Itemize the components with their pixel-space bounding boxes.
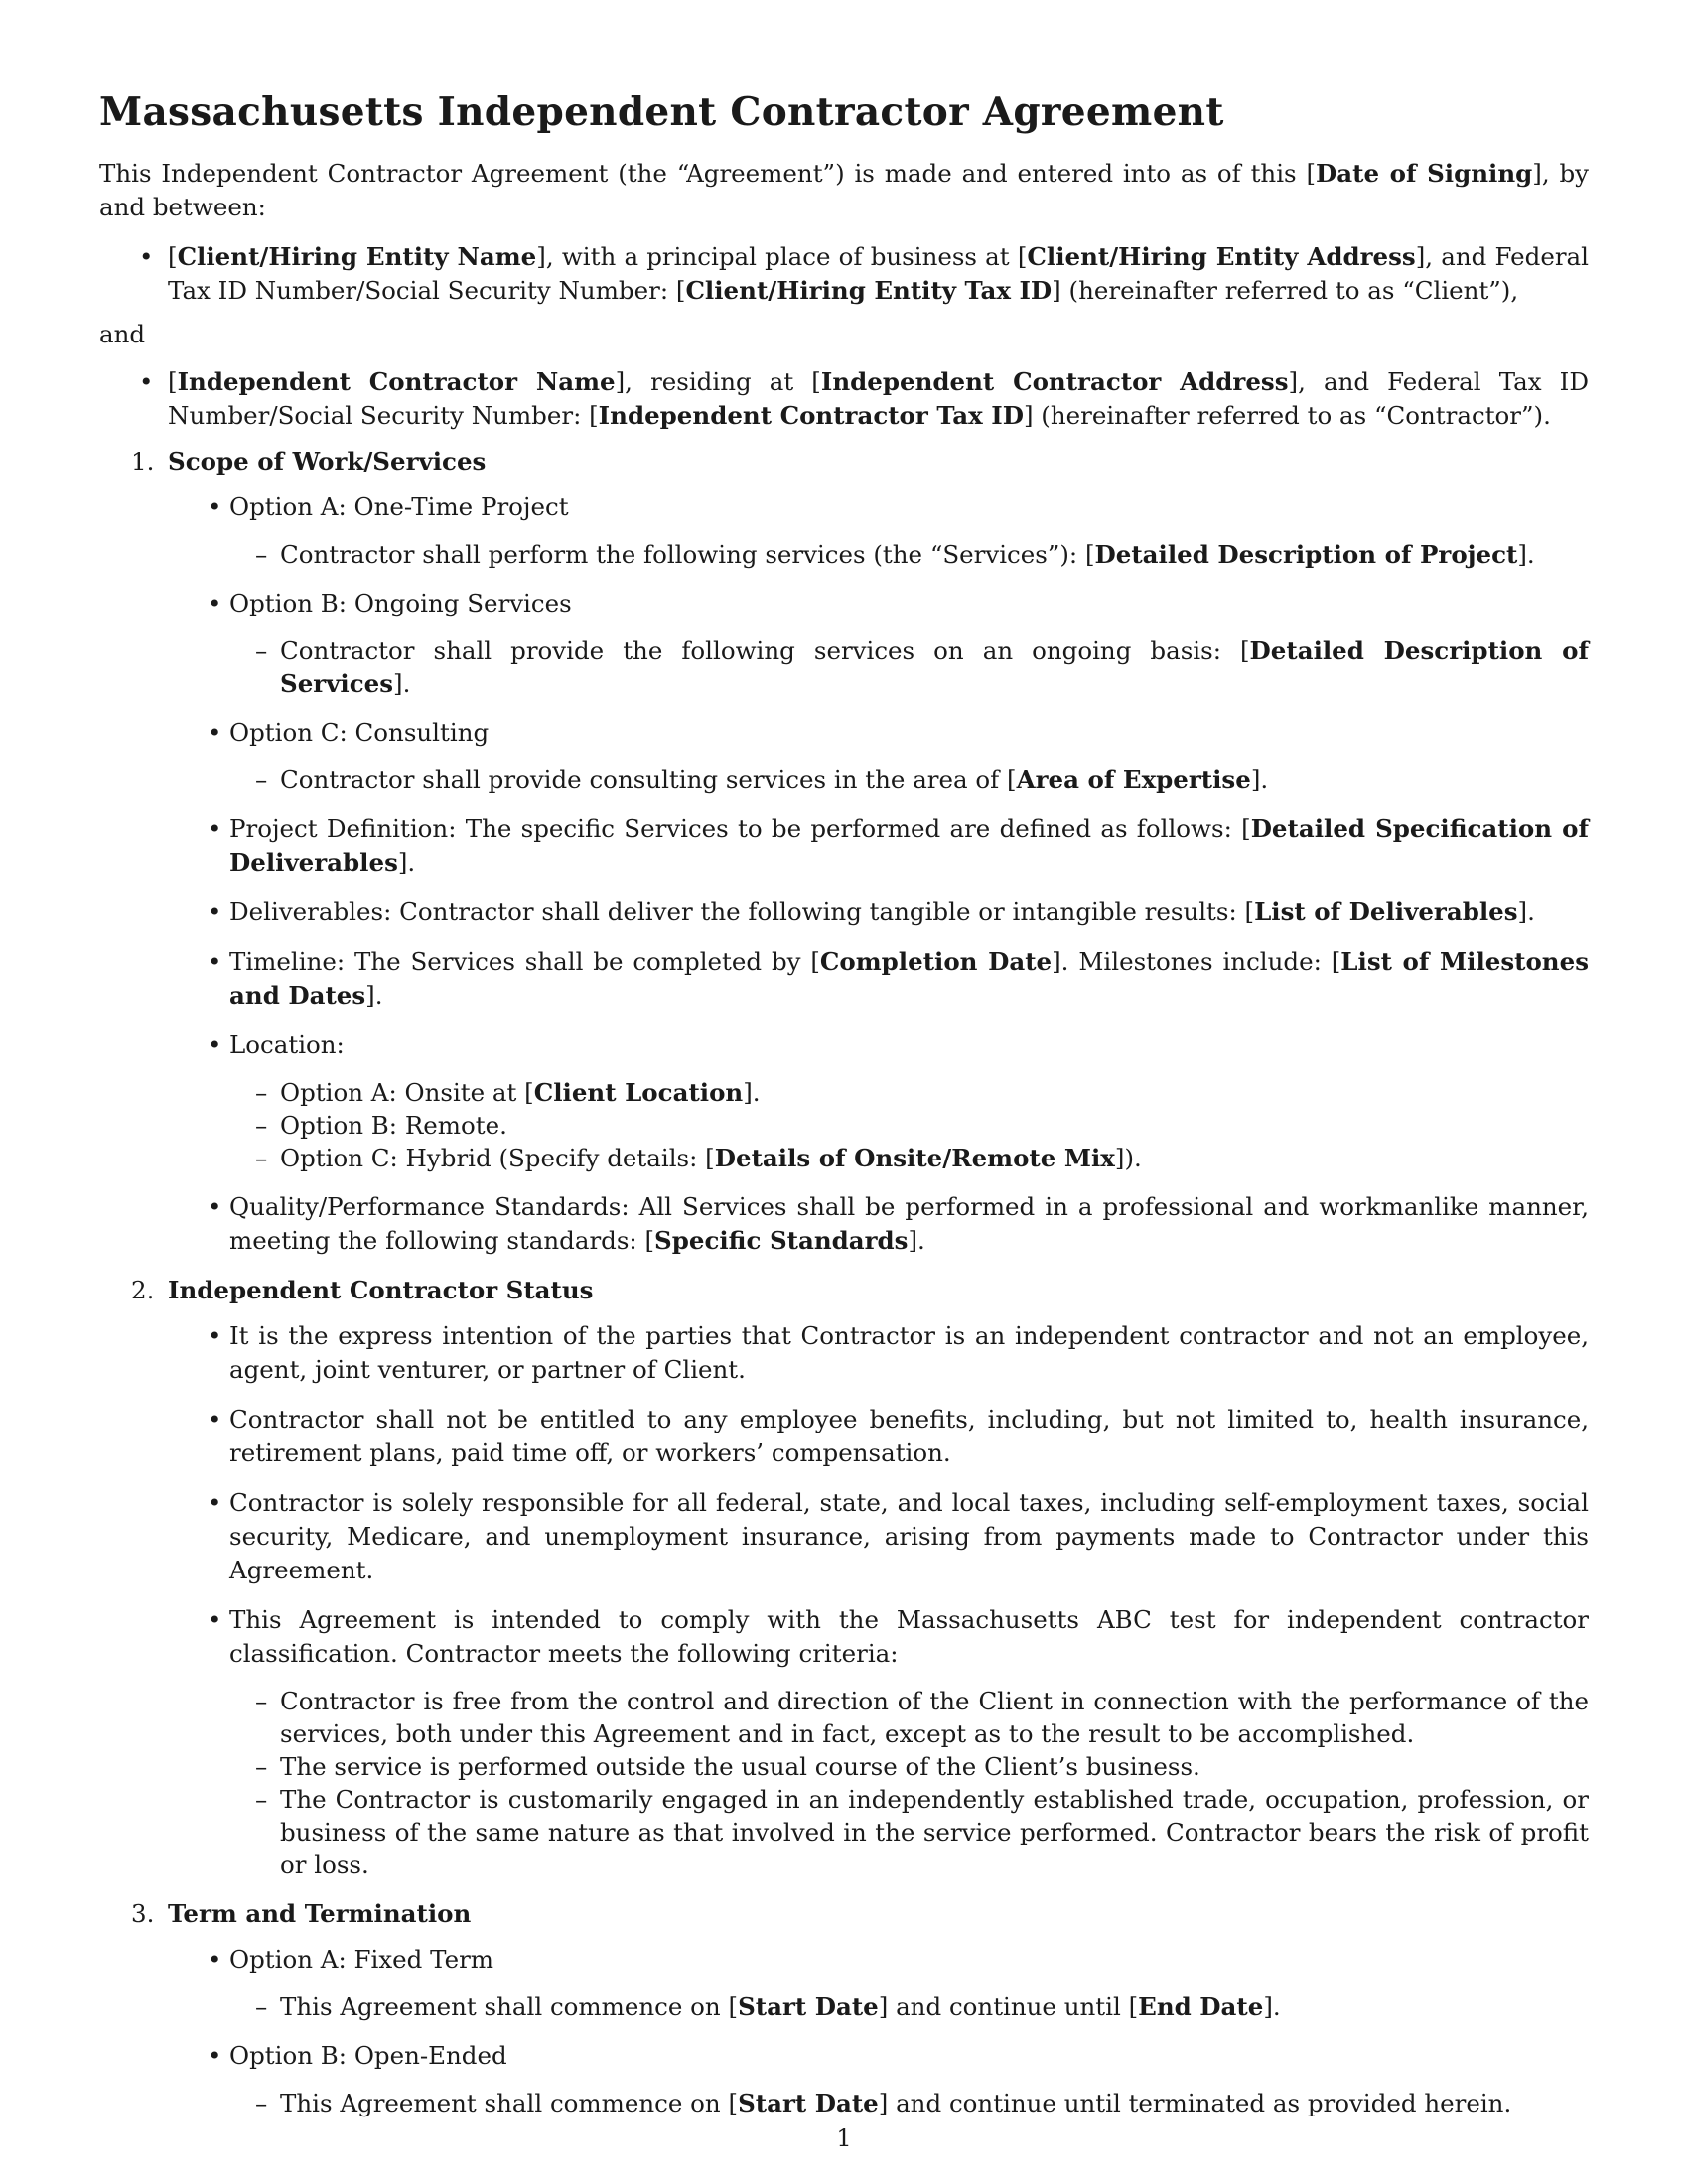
section-number: 2. xyxy=(131,1276,155,1304)
sections-list xyxy=(99,445,1589,2119)
contractor-tax-id-placeholder: Independent Contractor Tax ID xyxy=(598,401,1024,430)
list-item: • It is the express intention of the parties that Contractor is an independent contractor and not an employee, agent, joint venturer, or partner of Client. xyxy=(168,1319,1589,1387)
placeholder: List of Milestones and Dates xyxy=(229,947,1589,1010)
list-item xyxy=(168,1943,1589,2023)
section-contractor-status xyxy=(99,1274,1589,1881)
list-item: • Contractor shall not be entitled to any employee benefits, including, but not limited to, health insurance, retirement plans, paid time off, or workers’ compensation. xyxy=(168,1403,1589,1470)
option-label: Option B: Open-Ended xyxy=(229,2041,507,2070)
list-item xyxy=(168,812,1589,880)
list-item xyxy=(229,763,1589,796)
text: ], and Federal Tax ID Number/Social Security Number: [ xyxy=(168,242,1589,305)
text: ]. xyxy=(393,669,411,698)
section-scope-of-work xyxy=(99,445,1589,1258)
text: ]. xyxy=(1263,1992,1281,2021)
client-name-placeholder: Client/Hiring Entity Name xyxy=(177,242,537,271)
date-of-signing-placeholder: Date of Signing xyxy=(1316,159,1533,188)
text: ]. xyxy=(365,981,383,1010)
list-item xyxy=(229,1142,1589,1174)
placeholder: Area of Expertise xyxy=(1016,765,1251,794)
option-label: Option C: Consulting xyxy=(229,718,490,747)
text: Project Definition: The specific Services to be performed are defined as follows: [ xyxy=(229,814,1251,843)
section-number: 1. xyxy=(131,447,155,476)
list-item xyxy=(168,1190,1589,1258)
list-item xyxy=(229,1990,1589,2023)
placeholder: Details of Onsite/Remote Mix xyxy=(714,1144,1115,1172)
placeholder: List of Deliverables xyxy=(1254,897,1518,926)
text: Contractor shall provide consulting services in the area of [ xyxy=(280,765,1017,794)
text: ] and continue until terminated as provided herein. xyxy=(878,2089,1512,2117)
sublist xyxy=(229,763,1589,796)
list-item xyxy=(229,538,1589,571)
sublist xyxy=(229,2087,1589,2119)
placeholder: Detailed Specification of Deliverables xyxy=(229,814,1589,877)
text: ]). xyxy=(1114,1144,1142,1172)
client-address-placeholder: Client/Hiring Entity Address xyxy=(1027,242,1416,271)
placeholder: Detailed Description of Services xyxy=(280,636,1589,698)
text: Contractor shall provide the following services on an ongoing basis: [ xyxy=(280,636,1250,665)
list-item: • Contractor is solely responsible for all federal, state, and local taxes, including self-employment taxes, social security, Medicare, and unemployment insurance, arising from payments made to Contractor under this Agreement. xyxy=(168,1486,1589,1587)
intro-text: This Independent Contractor Agreement (the “Agreement”) is made and entered into as of this [ xyxy=(99,159,1316,188)
text: ], and Federal Tax ID Number/Social Security Number: [ xyxy=(168,367,1589,430)
sublist xyxy=(229,538,1589,571)
party-contractor xyxy=(99,365,1589,433)
option-label: Option B: Ongoing Services xyxy=(229,589,572,617)
text: ], with a principal place of business at [ xyxy=(536,242,1028,271)
list-item xyxy=(229,1109,1589,1142)
text: ]. Milestones include: [ xyxy=(1052,947,1341,976)
placeholder: Start Date xyxy=(738,1992,879,2021)
parties-list xyxy=(99,240,1589,308)
and-connector: and xyxy=(99,320,146,348)
text: Option C: Hybrid (Specify details: [ xyxy=(280,1144,715,1172)
list-item xyxy=(229,2087,1589,2119)
text: Timeline: The Services shall be completed by [ xyxy=(229,947,820,976)
text: ] (hereinafter referred to as “Contractor”). xyxy=(1023,401,1551,430)
text: This Agreement is intended to comply with the Massachusetts ABC test for independent contractor classification. Contractor meets the following criteria: xyxy=(229,1605,1589,1668)
list-item: – The Contractor is customarily engaged in an independently established trade, occupation, profession, or business of the same nature as that involved in the service performed. Contractor bears the risk of profit or loss. xyxy=(229,1783,1589,1881)
scope-list xyxy=(168,490,1589,1258)
intro-text: ], by and between: xyxy=(99,159,1589,221)
text: ] and continue until [ xyxy=(878,1992,1139,2021)
list-item xyxy=(229,634,1589,700)
option-label: Location: xyxy=(229,1030,345,1059)
text: ] (hereinafter referred to as “Client”), xyxy=(1052,276,1519,305)
text: Contractor shall perform the following services (the “Services”): [ xyxy=(280,540,1095,569)
list-item: – Contractor is free from the control and direction of the Client in connection with the performance of the services, both under this Agreement and in fact, except as to the result to be accomplished. xyxy=(229,1685,1589,1750)
text: ]. xyxy=(743,1078,761,1107)
text: [ xyxy=(168,367,178,396)
placeholder: Client Location xyxy=(533,1078,744,1107)
contractor-address-placeholder: Independent Contractor Address xyxy=(820,367,1289,396)
text: Option A: Onsite at [ xyxy=(280,1078,534,1107)
criteria-list xyxy=(229,1685,1589,1881)
placeholder: Start Date xyxy=(738,2089,879,2117)
section-term-termination xyxy=(99,1897,1589,2119)
section-number: 3. xyxy=(131,1899,155,1928)
page-number: 1 xyxy=(836,2124,852,2152)
text: Deliverables: Contractor shall deliver the following tangible or intangible results: [ xyxy=(229,897,1255,926)
parties-list xyxy=(99,365,1589,433)
placeholder: Completion Date xyxy=(819,947,1053,976)
text: ]. xyxy=(1250,765,1269,794)
placeholder: Specific Standards xyxy=(654,1226,909,1255)
text: This Agreement shall commence on [ xyxy=(280,2089,739,2117)
party-client xyxy=(99,240,1589,308)
list-item xyxy=(168,490,1589,571)
text: Option B: Remote. xyxy=(280,1111,507,1140)
text: ]. xyxy=(1517,540,1535,569)
text: ]. xyxy=(397,848,416,877)
section-title: Term and Termination xyxy=(168,1899,472,1928)
placeholder: Detailed Description of Project xyxy=(1094,540,1518,569)
text: ], residing at [ xyxy=(615,367,821,396)
section-title: Independent Contractor Status xyxy=(168,1276,594,1304)
contractor-name-placeholder: Independent Contractor Name xyxy=(177,367,616,396)
sublist xyxy=(229,634,1589,700)
option-label: Option A: One-Time Project xyxy=(229,492,569,521)
client-tax-id-placeholder: Client/Hiring Entity Tax ID xyxy=(685,276,1053,305)
list-item xyxy=(168,716,1589,796)
sublist xyxy=(229,1076,1589,1174)
section-title: Scope of Work/Services xyxy=(168,447,487,476)
text: [ xyxy=(168,242,178,271)
list-item xyxy=(168,945,1589,1013)
list-item xyxy=(229,1076,1589,1109)
list-item xyxy=(168,895,1589,929)
option-label: Option A: Fixed Term xyxy=(229,1945,494,1974)
text: ]. xyxy=(908,1226,925,1255)
list-item: – The service is performed outside the usual course of the Client’s business. xyxy=(229,1750,1589,1783)
sublist xyxy=(229,1990,1589,2023)
document-title: Massachusetts Independent Contractor Agreement xyxy=(99,89,1224,135)
list-item xyxy=(168,1028,1589,1174)
list-item xyxy=(168,2039,1589,2119)
text: ]. xyxy=(1517,897,1535,926)
text: Quality/Performance Standards: All Services shall be performed in a professional and workmanlike manner, meeting the following standards: [ xyxy=(229,1192,1589,1255)
term-list xyxy=(168,1943,1589,2119)
status-list xyxy=(168,1319,1589,1881)
intro-paragraph xyxy=(99,157,1589,224)
list-item xyxy=(168,1603,1589,1881)
document-page xyxy=(99,89,1589,2135)
list-item xyxy=(168,587,1589,700)
text: This Agreement shall commence on [ xyxy=(280,1992,739,2021)
placeholder: End Date xyxy=(1138,1992,1264,2021)
